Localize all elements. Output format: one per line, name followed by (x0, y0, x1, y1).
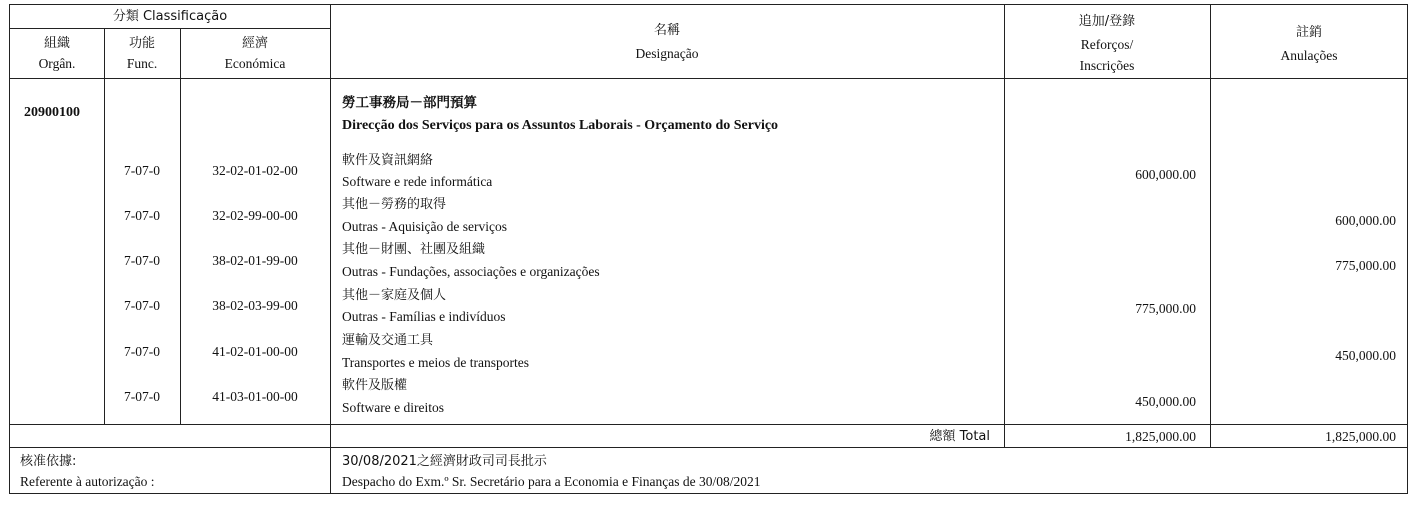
func-code: 7-07-0 (124, 389, 160, 404)
func-code: 7-07-0 (124, 253, 160, 268)
authorization-text-zh: 30/08/2021之經濟財政司司長批示 (342, 454, 547, 469)
econ-code: 41-02-01-00-00 (212, 344, 298, 359)
item-name-zh: 其他－家庭及個人 (342, 288, 447, 303)
col-divider-func (180, 28, 181, 424)
designation-header-zh: 名稱 (653, 23, 680, 38)
item-name-pt: Software e direitos (342, 400, 444, 415)
func-header-zh: 功能 (128, 36, 155, 51)
econ-code: 32-02-99-00-00 (212, 208, 298, 223)
authorization-label-pt: Referente à autorização : (20, 474, 155, 489)
organ-code: 20900100 (24, 105, 80, 120)
col-divider-organ (104, 28, 105, 424)
item-name-pt: Outras - Famílias e indivíduos (342, 309, 506, 324)
classification-header: 分類 Classificação (112, 9, 228, 24)
reforcos-header-zh: 追加/登錄 (1078, 14, 1136, 29)
econ-header-pt: Económica (224, 56, 286, 71)
col-divider-econ (330, 4, 331, 494)
authorization-text-pt: Despacho do Exm.º Sr. Secretário para a Economia e Finanças de 30/08/2021 (342, 474, 761, 489)
reforco-value: 600,000.00 (1135, 167, 1196, 182)
item-name-zh: 其他－勞務的取得 (342, 197, 447, 212)
econ-header-zh: 經濟 (241, 36, 268, 51)
section-title-pt: Direcção dos Serviços para os Assuntos Laborais - Orçamento do Serviço (342, 118, 779, 133)
econ-code: 32-02-01-02-00 (212, 163, 298, 178)
authorization-label-zh: 核准依據: (20, 454, 77, 469)
section-title-zh: 勞工事務局－部門預算 (342, 95, 477, 111)
econ-code: 41-03-01-00-00 (212, 389, 298, 404)
organ-header-pt: Orgân. (38, 56, 76, 71)
func-code: 7-07-0 (124, 298, 160, 313)
econ-code: 38-02-03-99-00 (212, 298, 298, 313)
func-header-pt: Func. (126, 56, 158, 71)
total-reforcos: 1,825,000.00 (1125, 429, 1196, 444)
item-name-zh: 軟件及資訊網絡 (342, 153, 434, 168)
func-code: 7-07-0 (124, 344, 160, 359)
econ-code: 38-02-01-99-00 (212, 253, 298, 268)
header-subdivider (10, 28, 330, 29)
item-name-zh: 軟件及版權 (342, 378, 408, 393)
total-label: 總額 Total (929, 429, 990, 444)
func-code: 7-07-0 (124, 208, 160, 223)
body-bottom-line (10, 424, 1408, 425)
reforcos-header-pt1: Reforços/ (1080, 37, 1134, 52)
reforcos-header-pt2: Inscrições (1079, 58, 1135, 73)
anulacoes-header-pt: Anulações (1280, 48, 1338, 63)
item-name-pt: Transportes e meios de transportes (342, 355, 529, 370)
total-bottom-line (10, 447, 1408, 448)
item-name-pt: Outras - Aquisição de serviços (342, 219, 507, 234)
reforco-value: 450,000.00 (1135, 394, 1196, 409)
item-name-pt: Software e rede informática (342, 174, 493, 189)
anulacao-value: 450,000.00 (1335, 348, 1396, 363)
designation-header-pt: Designação (635, 46, 699, 61)
anulacoes-header-zh: 註銷 (1295, 25, 1322, 40)
item-name-pt: Outras - Fundações, associações e organizações (342, 264, 600, 279)
reforco-value: 775,000.00 (1135, 301, 1196, 316)
anulacao-value: 600,000.00 (1335, 213, 1396, 228)
item-name-zh: 其他－財團、社團及組織 (342, 242, 486, 257)
anulacao-value: 775,000.00 (1335, 258, 1396, 273)
func-code: 7-07-0 (124, 163, 160, 178)
item-name-zh: 運輸及交通工具 (342, 333, 434, 348)
header-bottom-line (10, 78, 1408, 79)
organ-header-zh: 組織 (43, 36, 70, 51)
total-anulacoes: 1,825,000.00 (1325, 429, 1396, 444)
